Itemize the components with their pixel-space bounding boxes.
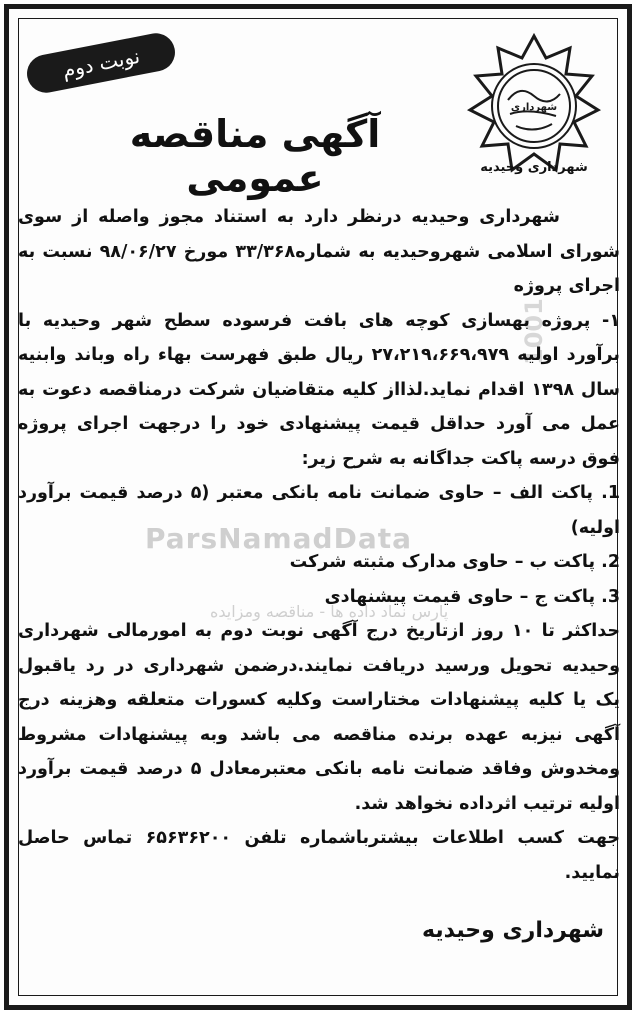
brand-watermark: ParsNamadData [145,522,412,555]
round-badge: نوبت دوم [24,30,178,96]
list-text: پاکت الف – حاوی ضمانت نامه بانکی معتبر (۵ درصد قیمت برآورد اولیه) [18,483,620,538]
list-number: 1. [601,483,620,503]
side-watermark: 1001 [520,298,548,365]
tagline-watermark: پارس نماد داده ها - مناقصه ومزایده [210,602,449,621]
deadline-paragraph: حداکثر تا ۱۰ روز ازتاریخ درج آگهی نوبت دوم به امورمالی شهرداری وحیدیه تحویل ورسید دریافت نمایند.درضمن شهرداری در رد یاقبول یک یا کلیه پیشنهادات مختاراست وکلیه کسورات متعلقه وهزینه درج آگهی نیزبه عهده برنده مناقصه می باشد وبه پیشنهادات مشروط ومخدوش وفاقد ضمانت نامه بانکی معتبرمعادل ۵ درصد قیمت برآورد اولیه ترتیب اثرداده نخواهد شد. [18,621,620,814]
packet-list [18,476,620,614]
list-number: 2. [601,552,620,572]
contact-paragraph: جهت کسب اطلاعات بیشترباشماره تلفن ۶۵۶۳۶۲۰۰ تماس حاصل نمایید. [18,828,620,883]
list-item [18,545,620,580]
list-number: 3. [601,586,620,607]
notice-body [18,200,620,890]
logo-caption: شهرداری وحیدیه [480,160,588,175]
list-item [18,580,620,615]
project-paragraph: ۱- پروژه بهسازی کوچه های بافت فرسوده سطح شهر وحیدیه با برآورد اولیه ۲۷،۲۱۹،۶۶۹،۹۷۹ ریال طبق فهرست بهاء راه وباند وابنیه سال ۱۳۹۸ اقدام نماید.لذااز کلیه متقاضیان شرکت درمناقصه دعوت به عمل می آورد حداقل قیمت پیشنهادی خود را درجهت اجرای پروژه فوق درسه پاکت جداگانه به شرح زیر: [18,310,621,469]
list-item [18,476,620,545]
intro-paragraph: شهرداری وحیدیه درنظر دارد به استناد مجوز واصله از سوی شورای اسلامی شهروحیدیه به شماره۳۳/۳۶۸ مورخ ۹۸/۰۶/۲۷ نسبت به اجرای پروژه [18,207,620,296]
emblem-text: شهرداری [510,102,558,113]
list-text: پاکت ب – حاوی مدارک مثبته شرکت [289,552,596,572]
list-text: پاکت ج – حاوی قیمت پیشنهادی [324,586,596,607]
page-title: آگهی مناقصه عمومی [129,112,381,200]
signature: شهرداری وحیدیه [422,918,604,943]
